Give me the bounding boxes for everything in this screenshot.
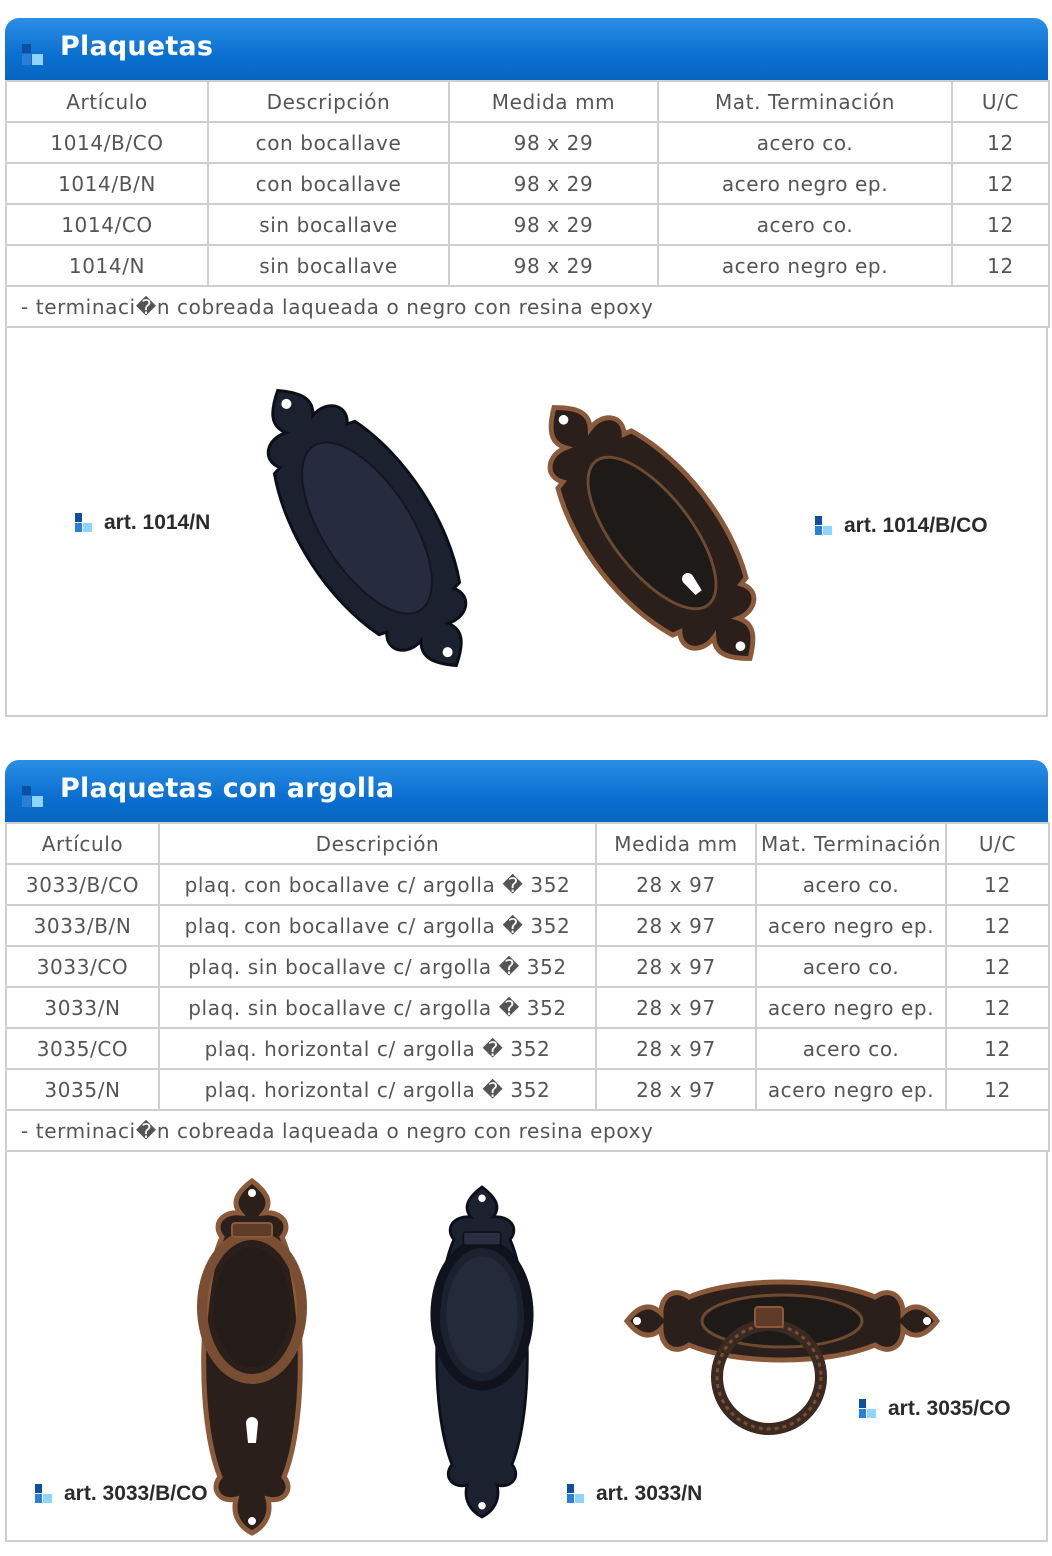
cell-medida: 28 x 97 — [596, 864, 756, 905]
caption-3033-n — [567, 1482, 702, 1506]
cell-uc: 12 — [946, 987, 1049, 1028]
bullet-squares-icon — [859, 1399, 879, 1419]
caption-text: art. 1014/B/CO — [844, 514, 988, 537]
table-header-row — [6, 823, 1049, 864]
col-header-medida: Medida mm — [596, 823, 756, 864]
col-header-articulo: Artículo — [6, 823, 159, 864]
section-header — [5, 760, 1048, 822]
cell-uc: 12 — [952, 122, 1049, 163]
cell-articulo: 3033/B/CO — [6, 864, 159, 905]
section-plaquetas-con-argolla — [5, 760, 1048, 1552]
plate-1014-n-image — [207, 358, 527, 698]
caption-text: art. 3033/B/CO — [64, 1482, 208, 1505]
caption-text: art. 3033/N — [596, 1482, 703, 1505]
plate-3033-n-image — [407, 1172, 557, 1532]
cell-descripcion: con bocallave — [208, 122, 449, 163]
caption-1014-n — [75, 511, 210, 535]
table-row — [6, 122, 1049, 163]
table-row — [6, 987, 1049, 1028]
product-table — [5, 80, 1050, 328]
cell-articulo: 3033/B/N — [6, 905, 159, 946]
cell-medida: 28 x 97 — [596, 946, 756, 987]
cell-medida: 28 x 97 — [596, 905, 756, 946]
finish-note: - terminaci�n cobreada laqueada o negro con resina epoxy — [6, 286, 1049, 327]
col-header-uc: U/C — [946, 823, 1049, 864]
cell-descripcion: plaq. sin bocallave c/ argolla � 352 — [159, 987, 596, 1028]
cell-terminacion: acero co. — [756, 946, 946, 987]
product-photo-area — [5, 1152, 1048, 1542]
cell-terminacion: acero co. — [756, 864, 946, 905]
cell-articulo: 1014/CO — [6, 204, 208, 245]
cell-descripcion: sin bocallave — [208, 245, 449, 286]
cell-medida: 98 x 29 — [449, 122, 658, 163]
table-row — [6, 1069, 1049, 1110]
cell-terminacion: acero negro ep. — [658, 163, 952, 204]
caption-3035-co — [859, 1397, 1011, 1421]
col-header-uc: U/C — [952, 81, 1049, 122]
col-header-descripcion: Descripción — [208, 81, 449, 122]
cell-uc: 12 — [952, 163, 1049, 204]
cell-terminacion: acero negro ep. — [658, 245, 952, 286]
caption-3033-b-co — [35, 1482, 208, 1506]
section-plaquetas — [5, 18, 1048, 725]
cell-terminacion: acero negro ep. — [756, 1069, 946, 1110]
bullet-squares-icon — [22, 44, 44, 66]
cell-descripcion: con bocallave — [208, 163, 449, 204]
bullet-squares-icon — [815, 516, 835, 536]
cell-uc: 12 — [946, 1069, 1049, 1110]
cell-uc: 12 — [946, 864, 1049, 905]
cell-articulo: 1014/B/CO — [6, 122, 208, 163]
cell-articulo: 3035/N — [6, 1069, 159, 1110]
cell-uc: 12 — [946, 905, 1049, 946]
cell-uc: 12 — [946, 1028, 1049, 1069]
table-row — [6, 245, 1049, 286]
col-header-terminacion: Mat. Terminación — [756, 823, 946, 864]
note-row — [6, 1110, 1049, 1151]
finish-note: - terminaci�n cobreada laqueada o negro con resina epoxy — [6, 1110, 1049, 1151]
cell-uc: 12 — [952, 245, 1049, 286]
cell-medida: 98 x 29 — [449, 204, 658, 245]
cell-medida: 98 x 29 — [449, 245, 658, 286]
caption-1014-b-co — [815, 514, 988, 538]
cell-descripcion: plaq. con bocallave c/ argolla � 352 — [159, 905, 596, 946]
bullet-squares-icon — [35, 1484, 55, 1504]
cell-descripcion: sin bocallave — [208, 204, 449, 245]
col-header-terminacion: Mat. Terminación — [658, 81, 952, 122]
cell-terminacion: acero negro ep. — [756, 987, 946, 1028]
cell-articulo: 1014/B/N — [6, 163, 208, 204]
cell-terminacion: acero negro ep. — [756, 905, 946, 946]
product-photo-area — [5, 328, 1048, 717]
cell-descripcion: plaq. horizontal c/ argolla � 352 — [159, 1069, 596, 1110]
bullet-squares-icon — [75, 513, 95, 533]
table-header-row — [6, 81, 1049, 122]
cell-uc: 12 — [946, 946, 1049, 987]
product-table — [5, 822, 1050, 1152]
cell-articulo: 1014/N — [6, 245, 208, 286]
section-title: Plaquetas — [60, 31, 214, 62]
plate-1014-b-co-image — [487, 368, 817, 698]
cell-uc: 12 — [952, 204, 1049, 245]
table-row — [6, 946, 1049, 987]
table-row — [6, 204, 1049, 245]
section-title: Plaquetas con argolla — [60, 773, 395, 804]
cell-terminacion: acero co. — [658, 122, 952, 163]
table-row — [6, 163, 1049, 204]
cell-descripcion: plaq. con bocallave c/ argolla � 352 — [159, 864, 596, 905]
col-header-articulo: Artículo — [6, 81, 208, 122]
cell-descripcion: plaq. horizontal c/ argolla � 352 — [159, 1028, 596, 1069]
cell-terminacion: acero co. — [756, 1028, 946, 1069]
cell-medida: 28 x 97 — [596, 987, 756, 1028]
col-header-medida: Medida mm — [449, 81, 658, 122]
caption-text: art. 1014/N — [104, 511, 211, 534]
bullet-squares-icon — [567, 1484, 587, 1504]
caption-text: art. 3035/CO — [888, 1397, 1011, 1420]
table-row — [6, 1028, 1049, 1069]
cell-terminacion: acero co. — [658, 204, 952, 245]
cell-medida: 28 x 97 — [596, 1028, 756, 1069]
table-row — [6, 905, 1049, 946]
cell-articulo: 3035/CO — [6, 1028, 159, 1069]
table-row — [6, 864, 1049, 905]
cell-descripcion: plaq. sin bocallave c/ argolla � 352 — [159, 946, 596, 987]
cell-articulo: 3033/N — [6, 987, 159, 1028]
note-row — [6, 286, 1049, 327]
cell-articulo: 3033/CO — [6, 946, 159, 987]
cell-medida: 98 x 29 — [449, 163, 658, 204]
bullet-squares-icon — [22, 786, 44, 808]
col-header-descripcion: Descripción — [159, 823, 596, 864]
cell-medida: 28 x 97 — [596, 1069, 756, 1110]
section-header — [5, 18, 1048, 80]
